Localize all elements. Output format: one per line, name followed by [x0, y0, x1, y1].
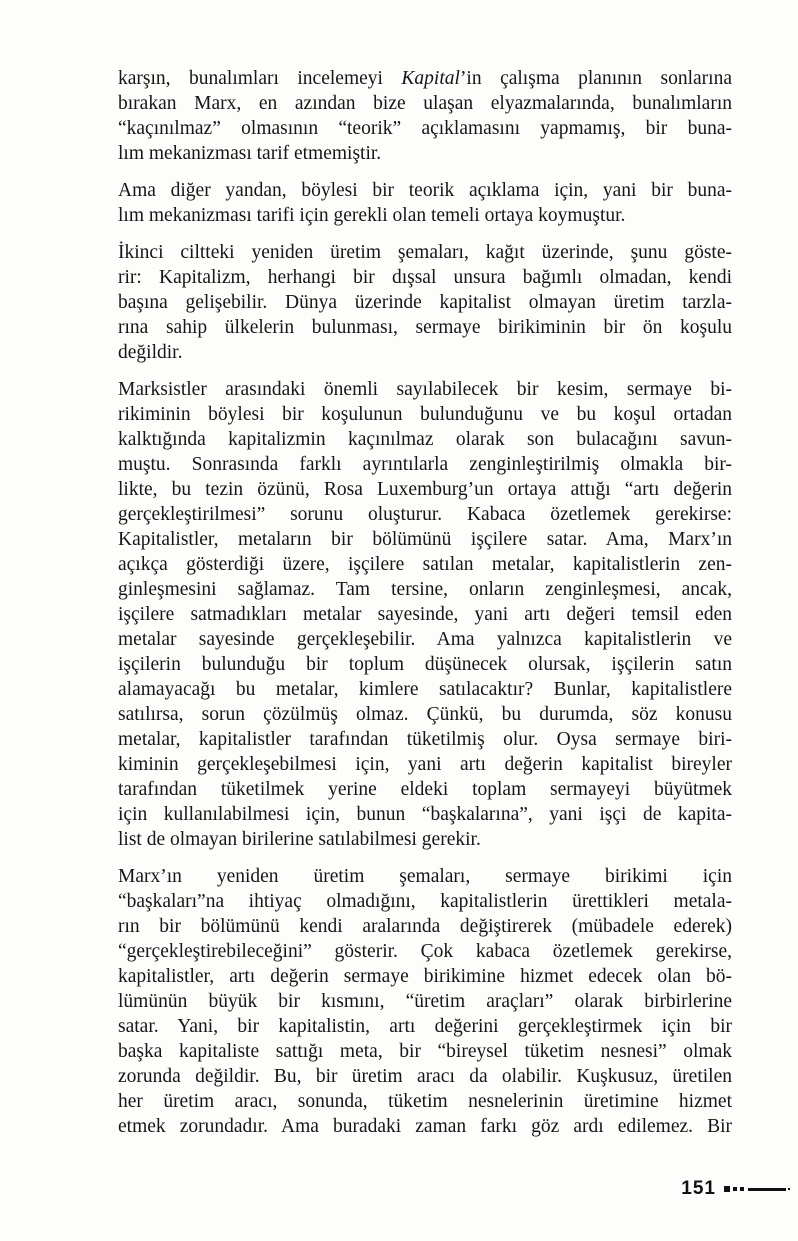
text-line: bırakan Marx, en azından bize ulaşan elyazmalarında, bunalımların — [118, 93, 732, 114]
text-line: rir: Kapitalizm, herhangi bir dışsal unsura bağımlı olmadan, kendi — [118, 267, 732, 288]
text-line: her üretim aracı, sonunda, tüketim nesnelerinin üretimine hizmet — [118, 1091, 732, 1112]
text-line: metalar sayesinde gerçekleşebilir. Ama yalnızca kapitalistlerin ve — [118, 629, 732, 650]
text-line: Ama diğer yandan, böylesi bir teorik açıklama için, yani bir buna- — [118, 180, 732, 201]
text-line: Marksistler arasındaki önemli sayılabilecek bir kesim, sermaye bi- — [118, 379, 732, 400]
text-line: list de olmayan birilerine satılabilmesi gerekir. — [118, 829, 481, 850]
text-line: satılırsa, sorun çözülmüş olmaz. Çünkü, bu durumda, söz konusu — [118, 704, 732, 725]
italic-text: Kapital — [401, 68, 460, 89]
text-line: karşın, bunalımları incelemeyi Kapital’in çalışma planının sonlarına — [118, 68, 732, 89]
paragraph — [118, 864, 732, 1139]
ornament-square-small-icon — [733, 1187, 737, 1191]
paragraph — [118, 377, 732, 852]
text-line: “kaçınılmaz” olmasının “teorik” açıklamasını yapmamış, bir buna- — [118, 118, 732, 139]
ornament-square-small-icon — [740, 1187, 744, 1191]
text-line: rın bir bölümünü kendi aralarında değiştirerek (mübadele ederek) — [118, 916, 732, 937]
text-line: ginleşmesini sağlamaz. Tam tersine, onların zenginleşmesi, ancak, — [118, 579, 732, 600]
page-number: 151 — [681, 1178, 716, 1199]
text-line: likte, bu tezin özünü, Rosa Luxemburg’un ortaya attığı “artı değerin — [118, 479, 732, 500]
text-line: metalar, kapitalistler tarafından tüketilmiş olur. Oysa sermaye biri- — [118, 729, 732, 750]
text-line: satar. Yani, bir kapitalistin, artı değerini gerçekleştirmek için bir — [118, 1016, 732, 1037]
paragraph — [118, 66, 732, 166]
text-line: rına sahip ülkelerin bulunması, sermaye birikiminin bir ön koşulu — [118, 317, 732, 338]
text-line: tarafından tüketilmek yerine eldeki toplam sermayeyi büyütmek — [118, 779, 732, 800]
text-line: kiminin gerçekleşebilmesi için, yani artı değerin kapitalist bireyler — [118, 754, 732, 775]
text-line: “gerçekleştirebileceğini” gösterir. Çok kabaca özetlemek gerekirse, — [118, 941, 732, 962]
text-line: lım mekanizması tarifi için gerekli olan temeli ortaya koymuştur. — [118, 205, 626, 226]
ornament-square-large-icon — [724, 1186, 730, 1192]
page-body — [118, 66, 732, 1151]
text-line: işçilere satmadıkları metalar sayesinde, yani artı değeri temsil eden — [118, 604, 732, 625]
text-line: işçilerin bulunduğu bir toplum düşünecek olursak, işçilerin satın — [118, 654, 732, 675]
ornament-rule-icon — [748, 1188, 786, 1191]
page-footer — [681, 1178, 790, 1200]
text-line: başına gelişebilir. Dünya üzerinde kapitalist olmayan üretim tarzla- — [118, 292, 732, 313]
text-line: için kullanılabilmesi için, bunun “başkalarına”, yani işçi de kapita- — [118, 804, 732, 825]
text-line: açıkça gösterdiği üzere, işçilere satılan metalar, kapitalistlerin zen- — [118, 554, 732, 575]
paragraph — [118, 240, 732, 365]
text-line: kalktığında kapitalizmin kaçınılmaz olarak son bulacağını savun- — [118, 429, 732, 450]
text-line: Kapitalistler, metaların bir bölümünü işçilere satar. Ama, Marx’ın — [118, 529, 732, 550]
ornament-tick-icon — [788, 1188, 790, 1190]
text-line: lümünün büyük bir kısmını, “üretim araçları” olarak birbirlerine — [118, 991, 732, 1012]
paragraph — [118, 178, 732, 228]
text-line: etmek zorundadır. Ama buradaki zaman farkı göz ardı edilemez. Bir — [118, 1116, 732, 1137]
text-line: rikiminin böylesi bir koşulunun bulunduğunu ve bu koşul ortadan — [118, 404, 732, 425]
text-line: gerçekleştirilmesi” sorunu oluşturur. Kabaca özetlemek gerekirse: — [118, 504, 732, 525]
text-line: muştu. Sonrasında farklı ayrıntılarla zenginleştirilmiş olmakla bir- — [118, 454, 732, 475]
text-line: alamayacağı bu metalar, kimlere satılacaktır? Bunlar, kapitalistlere — [118, 679, 732, 700]
text-line: değildir. — [118, 342, 183, 363]
text-line: İkinci ciltteki yeniden üretim şemaları, kağıt üzerinde, şunu göste- — [118, 242, 732, 263]
text-line: “başkaları”na ihtiyaç olmadığını, kapitalistlerin ürettikleri metala- — [118, 891, 732, 912]
footer-ornament-icon — [724, 1186, 790, 1192]
text-line: zorunda değildir. Bu, bir üretim aracı da olabilir. Kuşkusuz, üretilen — [118, 1066, 732, 1087]
text-line: Marx’ın yeniden üretim şemaları, sermaye birikimi için — [118, 866, 732, 887]
text-line: kapitalistler, artı değerin sermaye birikimine hizmet edecek olan bö- — [118, 966, 732, 987]
text-line: başka kapitaliste sattığı meta, bir “bireysel tüketim nesnesi” olmak — [118, 1041, 732, 1062]
text-line: lım mekanizması tarif etmemiştir. — [118, 143, 382, 164]
